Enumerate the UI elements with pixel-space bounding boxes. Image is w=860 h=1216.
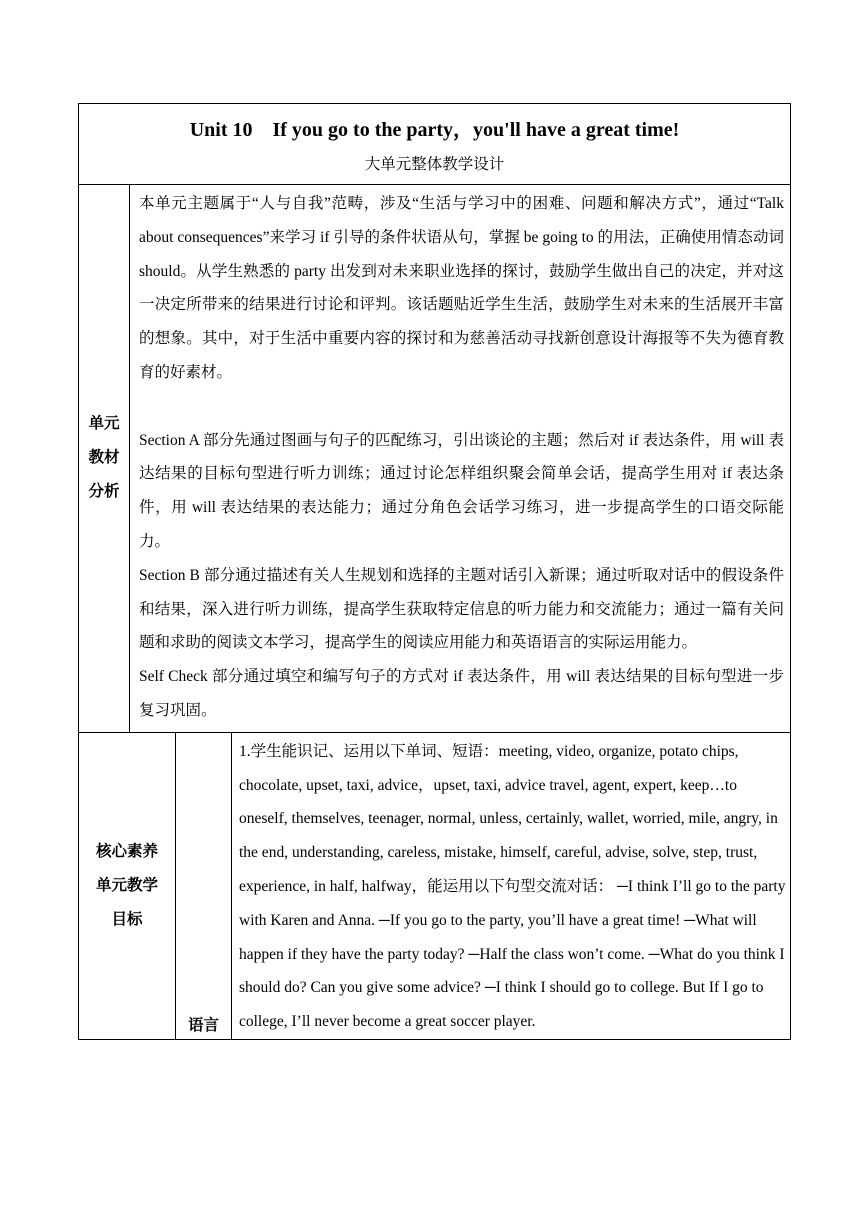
- goals-row: [79, 732, 791, 1039]
- lesson-plan-table: [78, 103, 791, 1040]
- analysis-paragraph: Self Check 部分通过填空和编写句子的方式对 if 表达条件，用 will 表达结果的目标句型进一步复习巩固。: [139, 668, 784, 719]
- analysis-header-line: 教材: [88, 449, 120, 467]
- paragraph-gap: [139, 390, 784, 424]
- goals-header-line: 单元教学: [95, 876, 158, 894]
- analysis-header: [79, 185, 130, 733]
- analysis-paragraph: 本单元主题属于“人与自我”范畴，涉及“生活与学习中的困难、问题和解决方式”，通过“Talk about consequences”来学习 if 引导的条件状语从句，掌握 be going to 的用法，正确使用情态动词 should。从学生熟悉的 party 出发到对未来职业选择的探讨，鼓励学生做出自己的决定，并对这一决定所带来的结果进行讨论和评判。该话题贴近学生生活，鼓励学生对未来的生活展开丰富的想象。其中，对于生活中重要内容的探讨和为慈善活动寻找新创意设计海报等不失为德育教育的好素材。: [139, 195, 784, 381]
- language-goals-text: 1.学生能识记、运用以下单词、短语：meeting, video, organize, potato chips, chocolate, upset, taxi, advice，upset, taxi, advice travel, agent, expert, keep…to oneself, themselves, teenager, normal, unless, certainly, wallet, worried, mile, angry, in the end, understanding, careless, mistake, himself, careful, advise, solve, step, trust, experience, in half, halfway，能运用以下句型交流对话： ─I think I’ll go to the party with Karen and Anna. ─If you go to the party, you’ll have a great time! ─What will happen if they have the party today? ─Half the class won’t come. ─What do you think I should do? Can you give some advice? ─I think I should go to college. But If I go to college, I’ll never become a great soccer player.: [239, 742, 786, 1031]
- title-cell: [79, 104, 791, 185]
- analysis-header-line: 分析: [88, 483, 120, 501]
- goals-header-line: 核心素养: [95, 842, 158, 860]
- analysis-header-line: 单元: [88, 415, 120, 433]
- document-page: [78, 103, 791, 1040]
- title-row: [79, 104, 791, 185]
- analysis-content: [130, 185, 791, 733]
- analysis-paragraph: Section A 部分先通过图画与句子的匹配练习，引出谈论的主题；然后对 if 表达条件，用 will 表达结果的目标句型进行听力训练；通过讨论怎样组织聚会简单会话，提高学生用对 if 表达条件，用 will 表达结果的表达能力；通过分角色会话学习练习，进一步提高学生的口语交际能力。: [139, 431, 784, 550]
- analysis-row: [79, 185, 791, 733]
- language-label-cell: [176, 732, 232, 1039]
- goals-header: [79, 732, 176, 1039]
- language-goals-content: [232, 732, 791, 1039]
- unit-subtitle: 大单元整体教学设计: [364, 156, 505, 173]
- goals-header-line: 目标: [111, 910, 143, 928]
- unit-title: Unit 10 If you go to the party，you'll have a great time!: [189, 119, 680, 141]
- analysis-paragraph: Section B 部分通过描述有关人生规划和选择的主题对话引入新课；通过听取对话中的假设条件和结果，深入进行听力训练，提高学生获取特定信息的听力能力和交流能力；通过一篇有关问题和求助的阅读文本学习，提高学生的阅读应用能力和英语语言的实际运用能力。: [139, 566, 784, 652]
- language-label: 语言: [187, 1016, 219, 1034]
